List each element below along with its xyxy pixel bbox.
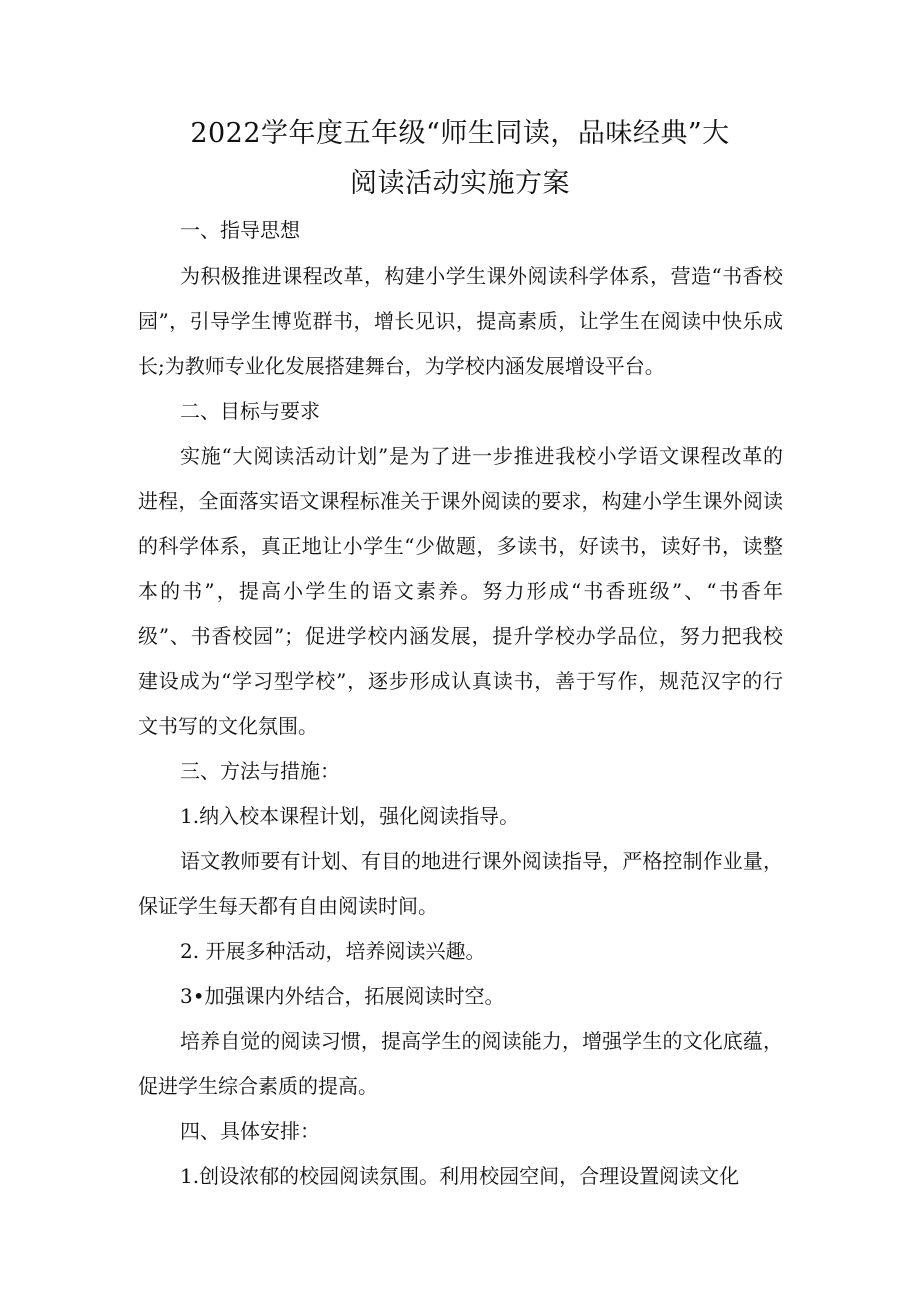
list-item: 1.纳入校本课程计划，强化阅读指导。 (180, 804, 520, 828)
section-heading-methods: 三、方法与措施： (180, 759, 340, 783)
list-item: 1.创设浓郁的校园阅读氛围。利用校园空间，合理设置阅读文化 (180, 1164, 740, 1188)
paragraph-line: 本的书”，提高小学生的语文素养。努力形成“书香班级”、“书香年 (138, 579, 783, 603)
paragraph-line: 促进学生综合素质的提高。 (138, 1074, 378, 1098)
section-heading-goals: 二、目标与要求 (180, 399, 320, 423)
paragraph-line: 进程，全面落实语文课程标准关于课外阅读的要求，构建小学生课外阅读 (138, 489, 783, 513)
paragraph-line: 建设成为“学习型学校”，逐步形成认真读书，善于写作，规范汉字的行 (138, 669, 783, 693)
paragraph-line: 长;为教师专业化发展搭建舞台，为学校内涵发展增设平台。 (138, 354, 665, 378)
document-title-line-1: 2022学年度五年级“师生同读，品味经典”大 (190, 118, 730, 149)
paragraph-line: 级”、书香校园”；促进学校内涵发展，提升学校办学品位，努力把我校 (138, 624, 783, 648)
section-heading-arrangements: 四、具体安排： (180, 1119, 320, 1143)
document-title-line-2: 阅读活动实施方案 (350, 168, 570, 199)
paragraph-line: 保证学生每天都有自由阅读时间。 (138, 894, 438, 918)
paragraph-line: 语文教师要有计划、有目的地进行课外阅读指导，严格控制作业量， (180, 849, 783, 873)
section-heading-guiding-thought: 一、指导思想 (180, 218, 300, 242)
paragraph-line: 培养自觉的阅读习惯，提高学生的阅读能力，增强学生的文化底蕴， (180, 1029, 783, 1053)
paragraph-line: 园”，引导学生博览群书，增长见识，提高素质，让学生在阅读中快乐成 (138, 309, 783, 333)
list-item: 3•加强课内外结合，拓展阅读时空。 (180, 984, 505, 1008)
paragraph-line: 文书写的文化氛围。 (138, 714, 318, 738)
paragraph-line: 的科学体系，真正地让小学生“少做题，多读书，好读书，读好书，读整 (138, 534, 783, 558)
paragraph-line: 为积极推进课程改革，构建小学生课外阅读科学体系，营造“书香校 (180, 264, 783, 288)
list-item: 2. 开展多种活动，培养阅读兴趣。 (180, 939, 486, 963)
paragraph-line: 实施“大阅读活动计划”是为了进一步推进我校小学语文课程改革的 (180, 444, 783, 468)
